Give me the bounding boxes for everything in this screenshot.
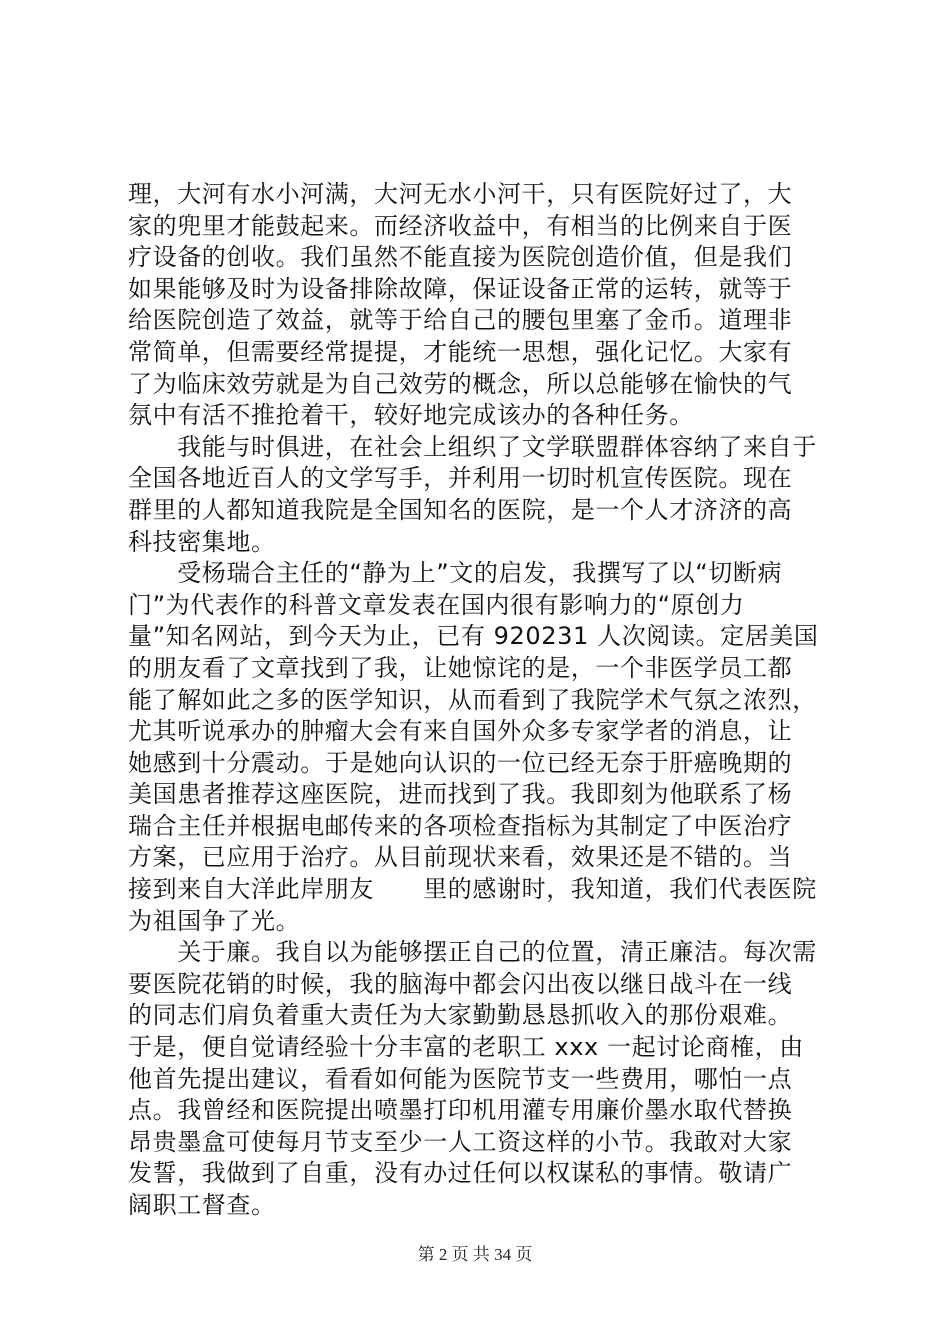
page-footer: 第 2 页 共 34 页 bbox=[417, 1245, 533, 1264]
text-line: 发誓，我做到了自重，没有办过任何以权谋私的事情。敬请广 bbox=[128, 1159, 793, 1188]
text-line: 接到来自大洋此岸朋友 里的感谢时，我知道，我们代表医院 bbox=[128, 875, 817, 904]
text-line: 如果能够及时为设备排除故障，保证设备正常的运转，就等于 bbox=[128, 274, 793, 303]
text-line: 全国各地近百人的文学写手，并利用一切时机宣传医院。现在 bbox=[128, 464, 793, 493]
text-line: 点。我曾经和医院提出喷墨打印机用灌专用廉价墨水取代替换 bbox=[128, 1096, 793, 1125]
text-line: 阔职工督查。 bbox=[128, 1191, 276, 1219]
text-line: 的同志们肩负着重大责任为大家勤勤恳恳抓收入的那份艰难。 bbox=[128, 1001, 793, 1030]
text-line: 我能与时俱进，在社会上组织了文学联盟群体容纳了来自于 bbox=[128, 432, 817, 461]
text-line: 常简单，但需要经常提提，才能统一思想，强化记忆。大家有 bbox=[128, 337, 793, 366]
text-line: 关于廉。我自以为能够摆正自己的位置，清正廉洁。每次需 bbox=[128, 938, 817, 967]
text-line: 昂贵墨盒可使每月节支至少一人工资这样的小节。我敢对大家 bbox=[128, 1127, 793, 1156]
text-line: 门”为代表作的科普文章发表在国内很有影响力的“原创力 bbox=[128, 590, 745, 619]
text-line: 了为临床效劳就是为自己效劳的概念，所以总能够在愉快的气 bbox=[128, 369, 793, 398]
text-line: 瑞合主任并根据电邮传来的各项检查指标为其制定了中医治疗 bbox=[128, 811, 793, 840]
text-line: 要医院花销的时候，我的脑海中都会闪出夜以继日战斗在一线 bbox=[128, 969, 793, 998]
text-line: 他首先提出建议，看看如何能为医院节支一些费用，哪怕一点 bbox=[128, 1064, 793, 1093]
text-line: 美国患者推荐这座医院，进而找到了我。我即刻为他联系了杨 bbox=[128, 780, 793, 809]
text-line: 群里的人都知道我院是全国知名的医院，是一个人才济济的高 bbox=[128, 495, 793, 524]
text-line: 为祖国争了光。 bbox=[128, 906, 301, 935]
text-line: 她感到十分震动。于是她向认识的一位已经无奈于肝癌晚期的 bbox=[128, 748, 793, 777]
text-line: 给医院创造了效益，就等于给自己的腰包里塞了金币。道理非 bbox=[128, 306, 793, 335]
text-line: 氛中有活不推抢着干，较好地完成该办的各种任务。 bbox=[128, 401, 694, 430]
body-text bbox=[128, 179, 848, 1222]
text-line: 科技密集地。 bbox=[128, 527, 276, 556]
text-line: 理，大河有水小河满，大河无水小河干，只有医院好过了，大 bbox=[128, 180, 793, 208]
text-line: 疗设备的创收。我们虽然不能直接为医院创造价值，但是我们 bbox=[128, 243, 793, 272]
text-line: 量”知名网站，到今天为止，已有 920231 人次阅读。定居美国 bbox=[128, 622, 819, 651]
text-line: 于是，便自觉请经验十分丰富的老职工 xxx 一起讨论商榷，由 bbox=[128, 1033, 804, 1062]
text-line: 的朋友看了文章找到了我，让她惊诧的是，一个非医学员工都 bbox=[128, 653, 793, 682]
text-line: 尤其听说承办的肿瘤大会有来自国外众多专家学者的消息，让 bbox=[128, 717, 793, 746]
text-line: 方案，已应用于治疗。从目前现状来看，效果还是不错的。当 bbox=[128, 843, 793, 872]
text-line: 能了解如此之多的医学知识，从而看到了我院学术气氛之浓烈， bbox=[128, 685, 817, 714]
text-line: 家的兜里才能鼓起来。而经济收益中，有相当的比例来自于医 bbox=[128, 211, 793, 240]
text-line: 受杨瑞合主任的“静为上”文的启发，我撰写了以“切断病 bbox=[128, 559, 783, 588]
